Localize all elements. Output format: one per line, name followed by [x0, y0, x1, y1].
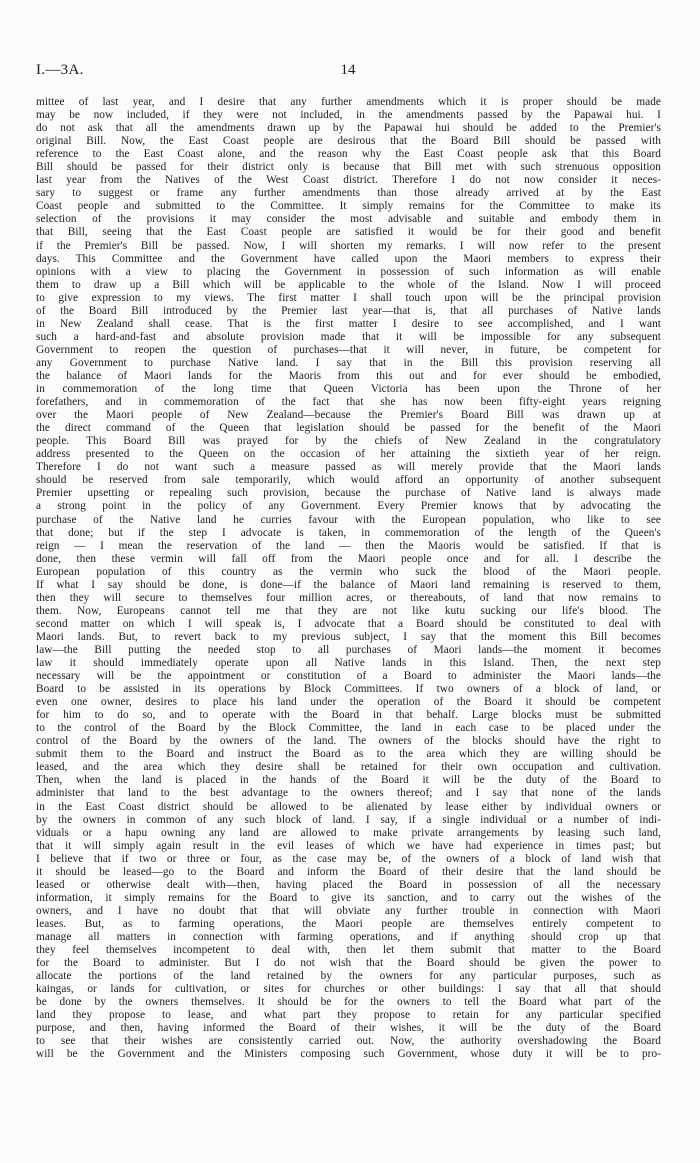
page-number: 14	[340, 62, 356, 78]
text-line: to give expression to my views. The first matter I shall touch upon will be the principal provision	[36, 291, 661, 304]
text-line: by the owners in common of any such block of land. I say, if a single individual or a number of indi-	[36, 813, 661, 826]
text-line: for him to do so, and to operate with the Board in that behalf. Large blocks must be submitted	[36, 709, 661, 722]
text-line: European population of this country as the vermin who suck the blood of the Maori people.	[36, 565, 661, 578]
text-line: control of the Board by the owners of the land. The owners of the blocks should have the right to	[36, 735, 661, 748]
text-line: Therefore I do not want such a measure passed as will merely provide that the Maori lands	[36, 461, 661, 474]
text-line: Government to reopen the question of purchases—that it will never, in future, be competent for	[36, 343, 661, 356]
text-line: necessary will be the appointment or constitution of a Board to administer the Maori lands—the	[36, 670, 661, 683]
text-line: law it should immediately operate upon all Native lands in this Island. Then, the next step	[36, 657, 661, 670]
text-line: Coast people and submitted to the Committee. It simply remains for the Committee to make its	[36, 200, 661, 213]
text-line: Bill should be passed for their district only is because that Bill met with such strenuous opposition	[36, 161, 661, 174]
text-line: I believe that if two or three or four, as the case may be, of the owners of a block of land wish that	[36, 852, 661, 865]
text-line: reign — I mean the reservation of the land — then the Maoris would be satisfied. If that is	[36, 539, 661, 552]
text-line: allocate the portions of the land retained by the owners for any particular purposes, such as	[36, 970, 661, 983]
text-line: for the Board to administer. But I do not wish that the Board should be given the power to	[36, 957, 661, 970]
text-line: kaingas, or lands for cultivation, or sites for churches or other buildings: I say that all that should	[36, 983, 661, 996]
text-line: in the East Coast district should be allowed to be alienated by lease either by individual owners or	[36, 800, 661, 813]
text-line: submit them to the Board and instruct the Board as to the area which they are willing should be	[36, 748, 661, 761]
text-line: Board to be assisted in its operations by Block Committees. If two owners of a block of land, or	[36, 683, 661, 696]
text-line: that Bill, seeing that the East Coast people are satisfied it would be for their good and benefit	[36, 226, 661, 239]
text-line: Premier upsetting or repealing such provision, because the purchase of Native land is always made	[36, 487, 661, 500]
text-line: then they will secure to themselves four million acres, or thereabouts, of land that now remains to	[36, 591, 661, 604]
text-line: purpose, and then, having informed the Board of their wishes, it will be the duty of the Board	[36, 1022, 661, 1035]
text-line: mittee of last year, and I desire that any further amendments which it is proper should be made	[36, 96, 661, 108]
text-line: may be now included, if they were not included, in the amendments passed by the Papawai hui. I	[36, 109, 661, 122]
text-line: a strong point in the policy of any Government. Every Premier knows that by advocating the	[36, 500, 661, 513]
text-line: that done; but if the step I advocate is taken, in commemoration of the length of the Queen's	[36, 526, 661, 539]
text-line: should be reserved from sale temporarily, which would afford an opportunity of another subsequent	[36, 474, 661, 487]
text-line: be done by the owners themselves. It should be for the owners to tell the Board what part of the	[36, 996, 661, 1009]
text-line: law—the Bill putting the needed stop to all purchases of Maori lands—the moment it becomes	[36, 643, 661, 656]
text-line: that it will simply again result in the evil leases of which we have had experience in times past; but	[36, 839, 661, 852]
text-line: to the control of the Board by the Block Committee, the land in each case to be placed under the	[36, 722, 661, 735]
text-line: people. This Board Bill was prayed for by the chiefs of New Zealand in the congratulatory	[36, 435, 661, 448]
text-line: Then, when the land is placed in the hands of the Board it will be the duty of the Board to	[36, 774, 661, 787]
text-line: forefathers, and in commemoration of the fact that she has now been fifty-eight years reigning	[36, 396, 661, 409]
text-line: over the Maori people of New Zealand—because the Premier's Board Bill was drawn up at	[36, 409, 661, 422]
text-line: do not ask that all the amendments drawn up by the Papawai hui should be added to the Premier's	[36, 122, 661, 135]
text-line: selection of the provisions it may consider the most advisable and suitable and embody them in	[36, 213, 661, 226]
text-line: land they propose to lease, and what part they propose to retain for any particular specified	[36, 1009, 661, 1022]
text-line: any Government to purchase Native land. I say that in the Bill this provision reserving all	[36, 356, 661, 369]
text-line: second matter on which I will speak is, I advocate that a Board should be constituted to deal with	[36, 617, 661, 630]
text-line: address presented to the Queen on the occasion of her attaining the sixtieth year of her reign.	[36, 448, 661, 461]
text-line: to see that their wishes are consistently carried out. Now, the authority overshadowing the Board	[36, 1035, 661, 1048]
text-line: information, it simply remains for the Board to give its sanction, and to carry out the wishes of the	[36, 891, 661, 904]
document-reference: I.—3A.	[36, 62, 84, 78]
page-header	[36, 62, 660, 80]
text-line: such a hard-and-fast and absolute provision made that it will be impossible for any subsequent	[36, 330, 661, 343]
text-line: in New Zealand shall cease. That is the first matter I desire to see accomplished, and I want	[36, 317, 661, 330]
text-line: manage all matters in connection with farming operations, and if anything should crop up that	[36, 931, 661, 943]
text-line: if the Premier's Bill be passed. Now, I will shorten my remarks. I will now refer to the present	[36, 239, 661, 252]
text-line: even one owner, desires to place his land under the operation of the Board it should be competent	[36, 696, 661, 709]
text-line: will be the Government and the Ministers composing such Government, whose duty it will be to pro-	[36, 1048, 661, 1061]
text-line: of the Board Bill introduced by the Premier last year—that is, that all purchases of Native lands	[36, 304, 661, 317]
text-line: viduals or a hapu owning any land are allowed to make private arrangements by leasing such land,	[36, 826, 661, 839]
text-line: done, then these vermin will fall off from the Maori people once and for all. I describe the	[36, 552, 661, 565]
text-line: them. Now, Europeans cannot tell me that they are not like kutu sucking our life's blood. The	[36, 604, 661, 617]
text-line: Maori lands. But, to revert back to my previous subject, I say that the moment this Bill becomes	[36, 630, 661, 643]
text-line: last year from the Natives of the West Coast district. Therefore I do not now consider it neces-	[36, 174, 661, 187]
text-line: sary to suggest or frame any further amendments than those already arrived at by the East	[36, 187, 661, 200]
text-line: days. This Committee and the Government have called upon the Maori members to express their	[36, 252, 661, 265]
text-line: the balance of Maori lands for the Maoris from this out and for ever should be embodied,	[36, 369, 661, 382]
text-line: administer that land to the best advantage to the owners thereof; and I say that none of the lands	[36, 787, 661, 800]
text-line: the direct command of the Queen that legislation should be passed for the benefit of the Maori	[36, 422, 661, 435]
text-line: it should be leased—go to the Board and inform the Board of their desire that the land should be	[36, 865, 661, 878]
text-line: they feel themselves incompetent to deal with, then let them submit that matter to the Board	[36, 944, 661, 957]
text-line: leased or otherwise dealt with—then, having placed the Board in possession of all the necessary	[36, 878, 661, 891]
text-line: original Bill. Now, the East Coast people are desirous that the Board Bill should be passed with	[36, 135, 661, 148]
text-line: leases. But, as to farming operations, the Maori people are themselves entirely competent to	[36, 917, 661, 930]
body-paragraph	[36, 96, 661, 1061]
text-line: reference to the East Coast alone, and the reason why the East Coast people ask that this Board	[36, 148, 661, 161]
text-line: opinions with a view to placing the Government in possession of such information as will enable	[36, 265, 661, 278]
text-line: purchase of the Native land he curries favour with the European population, who like to see	[36, 513, 661, 526]
text-line: them to draw up a Bill which will be applicable to the whole of the Island. Now I will proceed	[36, 278, 661, 291]
text-line: leased, and the area which they desire shall be retained for their own occupation and cultivation.	[36, 761, 661, 774]
text-line: owners, and I have no doubt that that will obviate any further trouble in connection with Maori	[36, 904, 661, 917]
text-line: If what I say should be done, is done—if the balance of Maori land remaining is reserved to them,	[36, 578, 661, 591]
text-line: in commemoration of the long time that Queen Victoria has been upon the Throne of her	[36, 383, 661, 396]
